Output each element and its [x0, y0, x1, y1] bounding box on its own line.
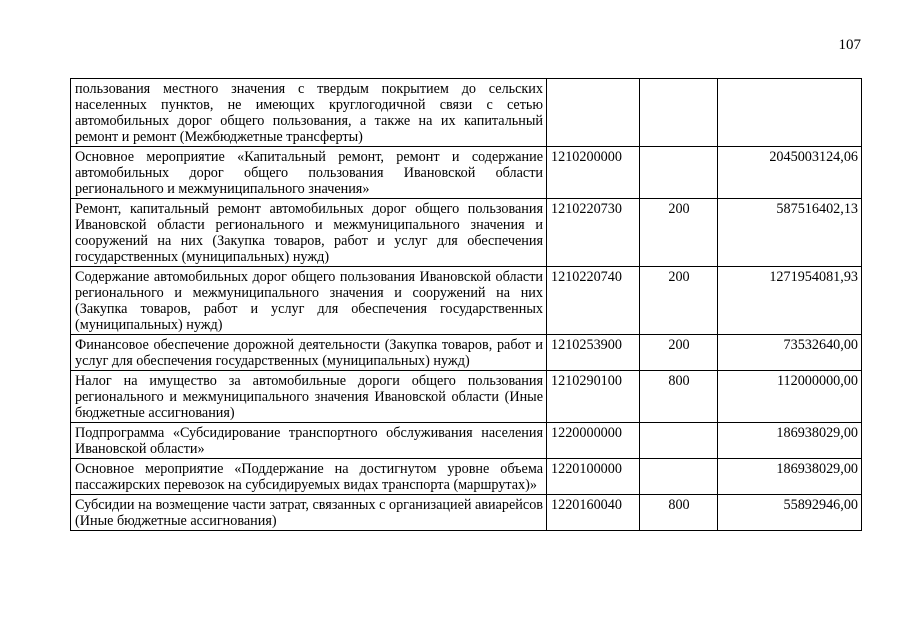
row-code-cell: 1210220730	[547, 199, 640, 267]
row-expense-type-cell: 200	[640, 267, 718, 335]
row-code-cell: 1220100000	[547, 459, 640, 495]
row-name-cell: Субсидии на возмещение части затрат, связанных с организацией авиарейсов (Иные бюджетные ассигнования)	[71, 495, 547, 531]
row-amount-cell: 186938029,00	[718, 459, 862, 495]
table-row	[71, 335, 862, 371]
row-name-cell: Основное мероприятие «Капитальный ремонт, ремонт и содержание автомобильных дорог общего пользования Ивановской области регионального и межмуниципального значения»	[71, 147, 547, 199]
table-row	[71, 267, 862, 335]
row-expense-type-cell: 200	[640, 199, 718, 267]
row-code-cell	[547, 79, 640, 147]
row-expense-type-cell	[640, 79, 718, 147]
table-row	[71, 199, 862, 267]
budget-table	[70, 78, 862, 531]
row-amount-cell: 186938029,00	[718, 423, 862, 459]
row-name-cell: Содержание автомобильных дорог общего пользования Ивановской области регионального и межмуниципального значения и сооружений на них (Закупка товаров, работ и услуг для обеспечения государственных (муниципальных) нужд)	[71, 267, 547, 335]
row-code-cell: 1220000000	[547, 423, 640, 459]
table-row	[71, 459, 862, 495]
row-name-cell: Ремонт, капитальный ремонт автомобильных дорог общего пользования Ивановской области регионального и межмуниципального значения и сооружений на них (Закупка товаров, работ и услуг для обеспечения государственных (муниципальных) нужд)	[71, 199, 547, 267]
row-expense-type-cell	[640, 423, 718, 459]
row-amount-cell	[718, 79, 862, 147]
row-code-cell: 1210200000	[547, 147, 640, 199]
row-code-cell: 1210290100	[547, 371, 640, 423]
row-expense-type-cell	[640, 147, 718, 199]
row-name-cell: пользования местного значения с твердым покрытием до сельских населенных пунктов, не имеющих круглогодичной связи с сетью автомобильных дорог общего пользования, а также на их капитальный ремонт и ремонт (Межбюджетные трансферты)	[71, 79, 547, 147]
row-name-cell: Подпрограмма «Субсидирование транспортного обслуживания населения Ивановской области»	[71, 423, 547, 459]
row-name-cell: Налог на имущество за автомобильные дороги общего пользования регионального и межмуниципального значения Ивановской области (Иные бюджетные ассигнования)	[71, 371, 547, 423]
table-row	[71, 495, 862, 531]
table-row	[71, 423, 862, 459]
row-amount-cell: 587516402,13	[718, 199, 862, 267]
row-expense-type-cell: 800	[640, 371, 718, 423]
row-name-cell: Основное мероприятие «Поддержание на достигнутом уровне объема пассажирских перевозок на субсидируемых видах транспорта (маршрутах)»	[71, 459, 547, 495]
row-name-cell: Финансовое обеспечение дорожной деятельности (Закупка товаров, работ и услуг для обеспечения государственных (муниципальных) нужд)	[71, 335, 547, 371]
table-row	[71, 147, 862, 199]
table-row	[71, 371, 862, 423]
row-amount-cell: 112000000,00	[718, 371, 862, 423]
table-row	[71, 79, 862, 147]
row-amount-cell: 2045003124,06	[718, 147, 862, 199]
row-amount-cell: 55892946,00	[718, 495, 862, 531]
row-expense-type-cell: 800	[640, 495, 718, 531]
page-number: 107	[838, 37, 861, 53]
row-expense-type-cell	[640, 459, 718, 495]
row-expense-type-cell: 200	[640, 335, 718, 371]
row-amount-cell: 73532640,00	[718, 335, 862, 371]
row-code-cell: 1210220740	[547, 267, 640, 335]
row-code-cell: 1210253900	[547, 335, 640, 371]
row-amount-cell: 1271954081,93	[718, 267, 862, 335]
row-code-cell: 1220160040	[547, 495, 640, 531]
